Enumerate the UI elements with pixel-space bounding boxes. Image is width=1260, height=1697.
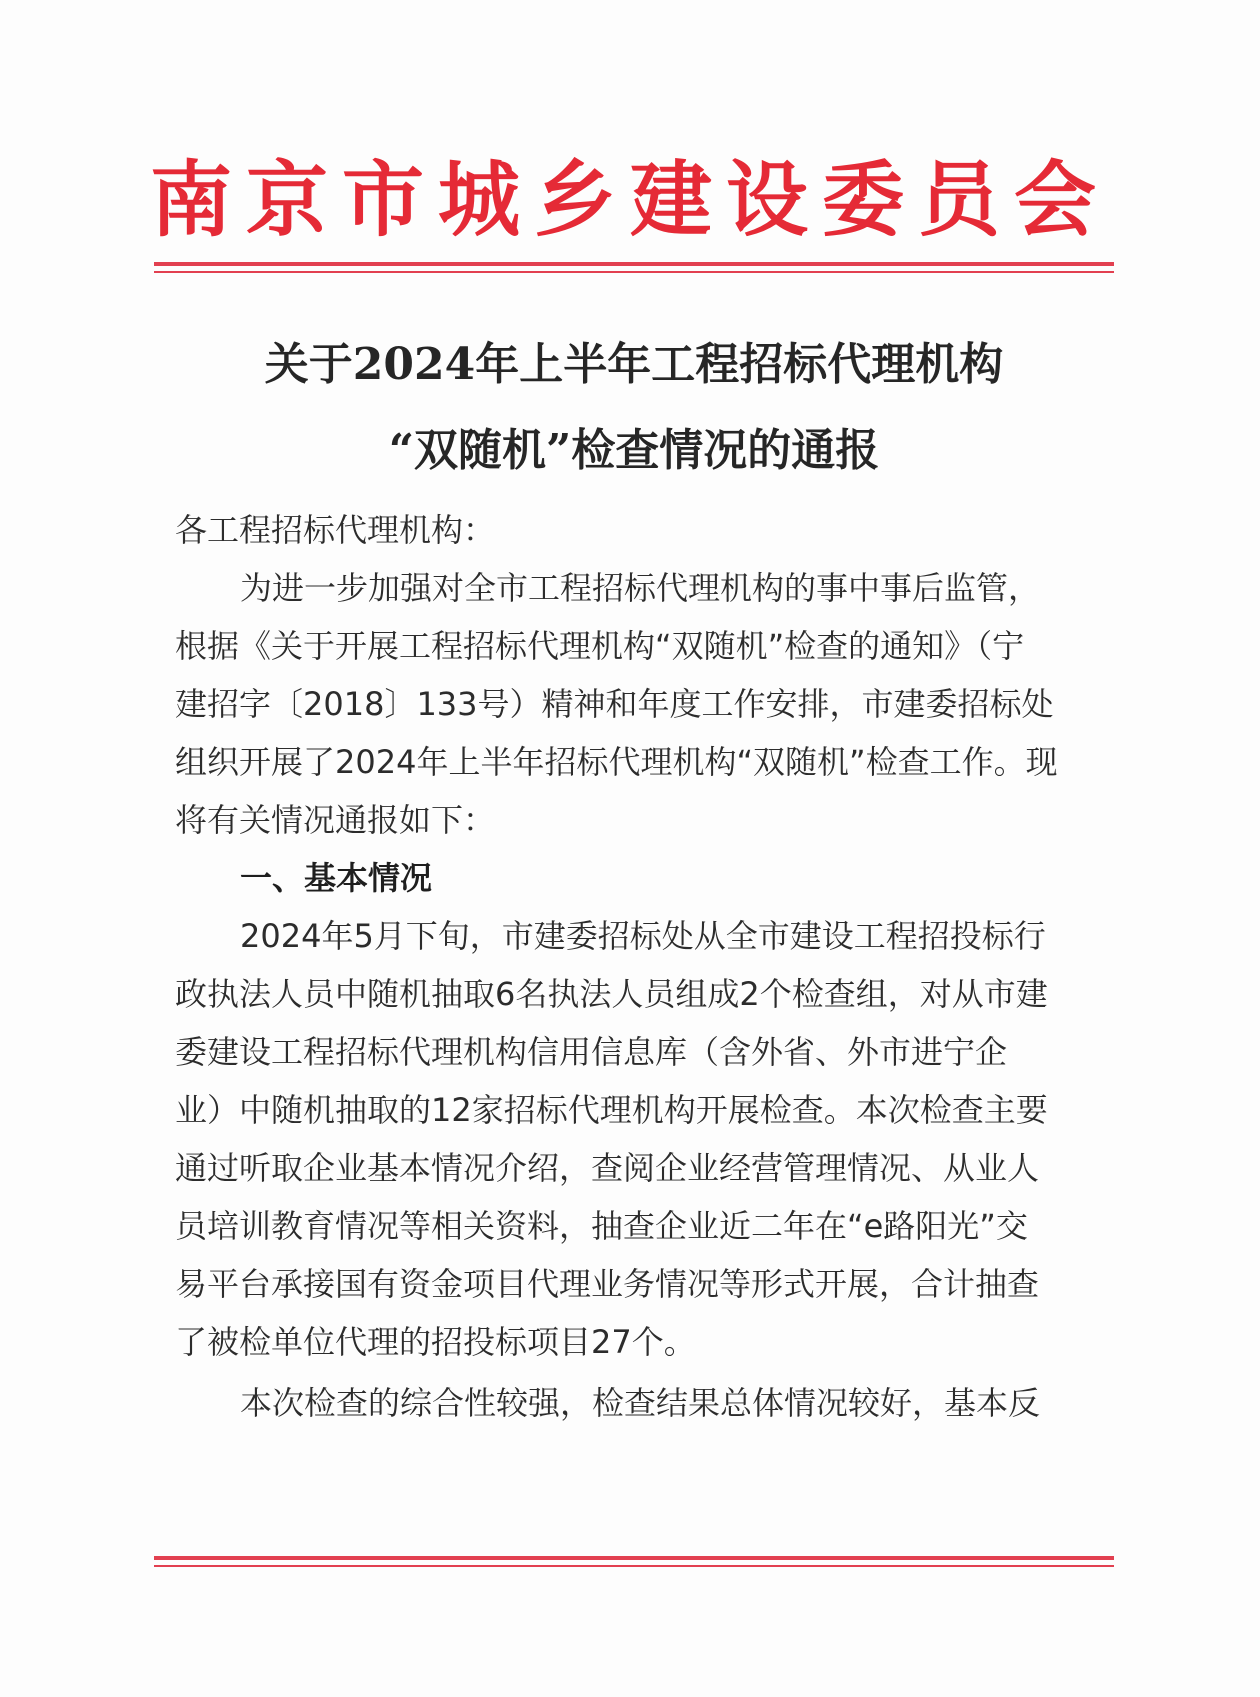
paragraph-line: 建招字〔2018〕133号）精神和年度工作安排，市建委招标处	[175, 685, 1054, 723]
footer-red-rule	[154, 1556, 1114, 1567]
issuing-organization: 南京市城乡建设委员会	[150, 152, 1111, 248]
paragraph-line: 委建设工程招标代理机构信用信息库（含外省、外市进宁企	[175, 1033, 1008, 1071]
paragraph-line: 员培训教育情况等相关资料，抽查企业近二年在“e路阳光”交	[175, 1207, 1028, 1245]
paragraph-line: 根据《关于开展工程招标代理机构“双随机”检查的通知》（宁	[175, 627, 1025, 665]
document-title-line-2: “双随机”检查情况的通报	[388, 425, 880, 476]
paragraph-line: 组织开展了2024年上半年招标代理机构“双随机”检查工作。现	[175, 743, 1058, 781]
header-rule-thin	[154, 271, 1114, 273]
header-rule-thick	[154, 262, 1114, 266]
header-red-rule	[154, 262, 1114, 273]
footer-rule-thick	[154, 1556, 1114, 1560]
paragraph-line: 为进一步加强对全市工程招标代理机构的事中事后监管，	[240, 569, 1041, 607]
salutation: 各工程招标代理机构：	[175, 511, 496, 549]
document-title-line-1: 关于2024年上半年工程招标代理机构	[264, 339, 1004, 390]
footer-rule-thin	[154, 1565, 1114, 1567]
paragraph-line: 本次检查的综合性较强，检查结果总体情况较好，基本反	[240, 1384, 1041, 1422]
paragraph-line: 通过听取企业基本情况介绍，查阅企业经营管理情况、从业人	[175, 1149, 1040, 1187]
paragraph-line: 业）中随机抽取的12家招标代理机构开展检查。本次检查主要	[175, 1091, 1048, 1129]
section-heading: 一、基本情况	[240, 859, 433, 897]
paragraph-line: 易平台承接国有资金项目代理业务情况等形式开展，合计抽查	[175, 1265, 1040, 1303]
paragraph-line: 2024年5月下旬，市建委招标处从全市建设工程招投标行	[240, 917, 1046, 955]
paragraph-line: 了被检单位代理的招投标项目27个。	[175, 1323, 696, 1361]
paragraph-line: 将有关情况通报如下：	[175, 801, 496, 839]
paragraph-line: 政执法人员中随机抽取6名执法人员组成2个检查组，对从市建	[175, 975, 1048, 1013]
